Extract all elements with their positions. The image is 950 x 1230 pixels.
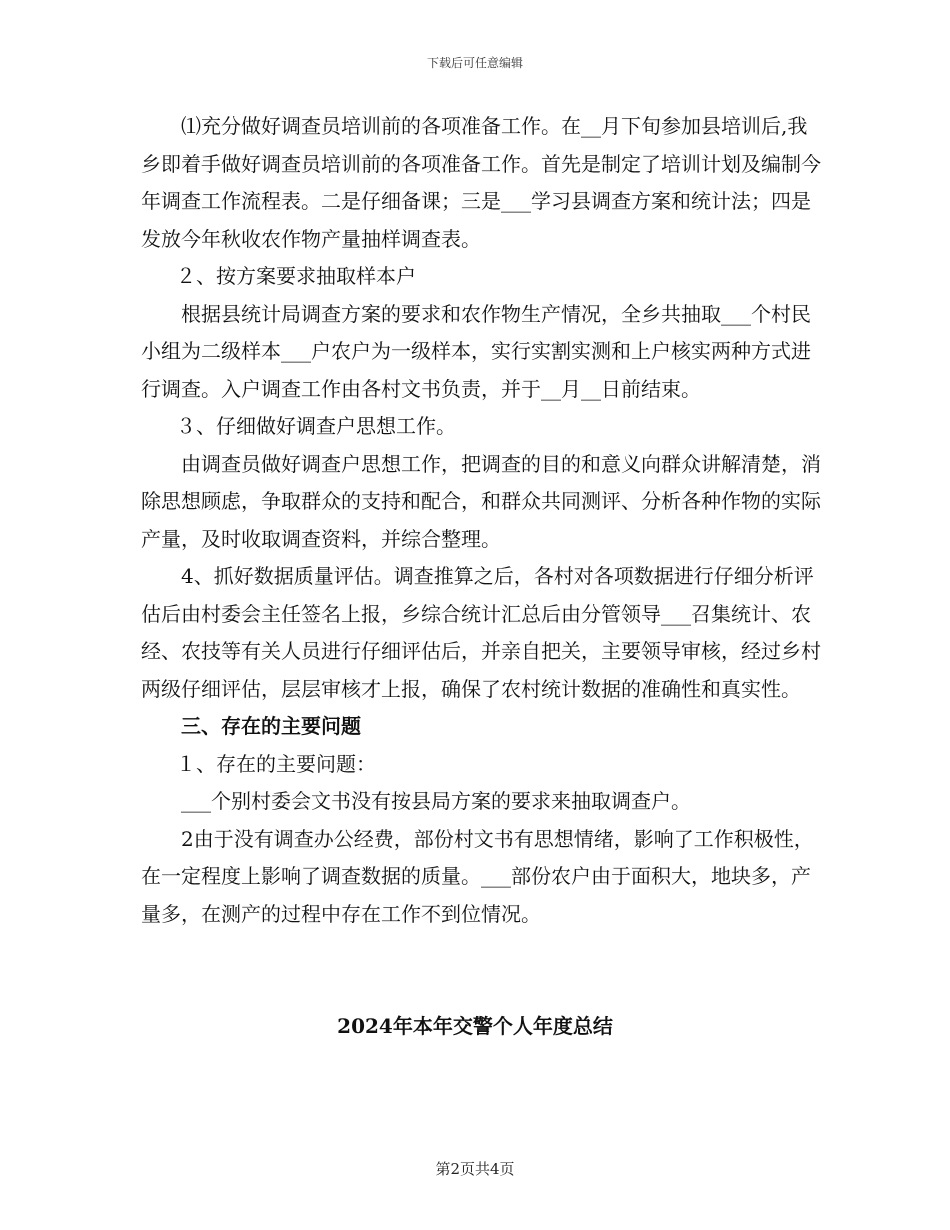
section-heading-household-work: ３、仔细做好调查户思想工作。 [176, 414, 456, 438]
page-footer: 第2页共4页 [435, 1160, 515, 1178]
section-heading-sampling: ２、按方案要求抽取样本户 [176, 264, 416, 288]
paragraph-sampling: 根据县统计局调查方案的要求和农作物生产情况，全乡共抽取___个村民小组为二级样本___户农户为一级样本，实行实割实测和上户核实两种方式进行调查。入户调查工作由各村文书负责，并于__月__日前结束。 [141, 301, 811, 401]
paragraph-household-work: 由调查员做好调查户思想工作，把调查的目的和意义向群众讲解清楚，消除思想顾虑，争取群众的支持和配合，和群众共同测评、分析各种作物的实际产量，及时收取调查资料，并综合整理。 [141, 451, 821, 551]
document-body [141, 108, 821, 933]
paragraph-problem-1: ___个别村委会文书没有按县局方案的要求来抽取调查户。 [181, 789, 691, 813]
paragraph-data-quality: 4、抓好数据质量评估。调查推算之后，各村对各项数据进行仔细分析评估后由村委会主任签名上报，乡综合统计汇总后由分管领导___召集统计、农经、农技等有关人员进行仔细评估后，并亲自把关，主要领导审核，经过乡村两级仔细评估，层层审核才上报，确保了农村统计数据的准确性和真实性。 [141, 564, 821, 701]
paragraph-problem-2: 2由于没有调查办公经费，部份村文书有思想情绪，影响了工作积极性，在一定程度上影响了调查数据的质量。___部份农户由于面积大，地块多，产量多，在测产的过程中存在工作不到位情况。 [141, 826, 814, 926]
subheading-problems: １、存在的主要问题： [176, 751, 376, 776]
section-heading-problems: 三、存在的主要问题 [181, 714, 361, 738]
page-header: 下载后可任意编辑 [426, 56, 523, 70]
paragraph-training-prep: ⑴充分做好调查员培训前的各项准备工作。在__月下旬参加县培训后,我乡即着手做好调查员培训前的各项准备工作。首先是制定了培训计划及编制今年调查工作流程表。二是仔细备课；三是___学习县调查方案和统计法；四是发放今年秋收农作物产量抽样调查表。 [141, 114, 821, 251]
next-document-title: 2024年本年交警个人年度总结 [337, 1014, 613, 1038]
